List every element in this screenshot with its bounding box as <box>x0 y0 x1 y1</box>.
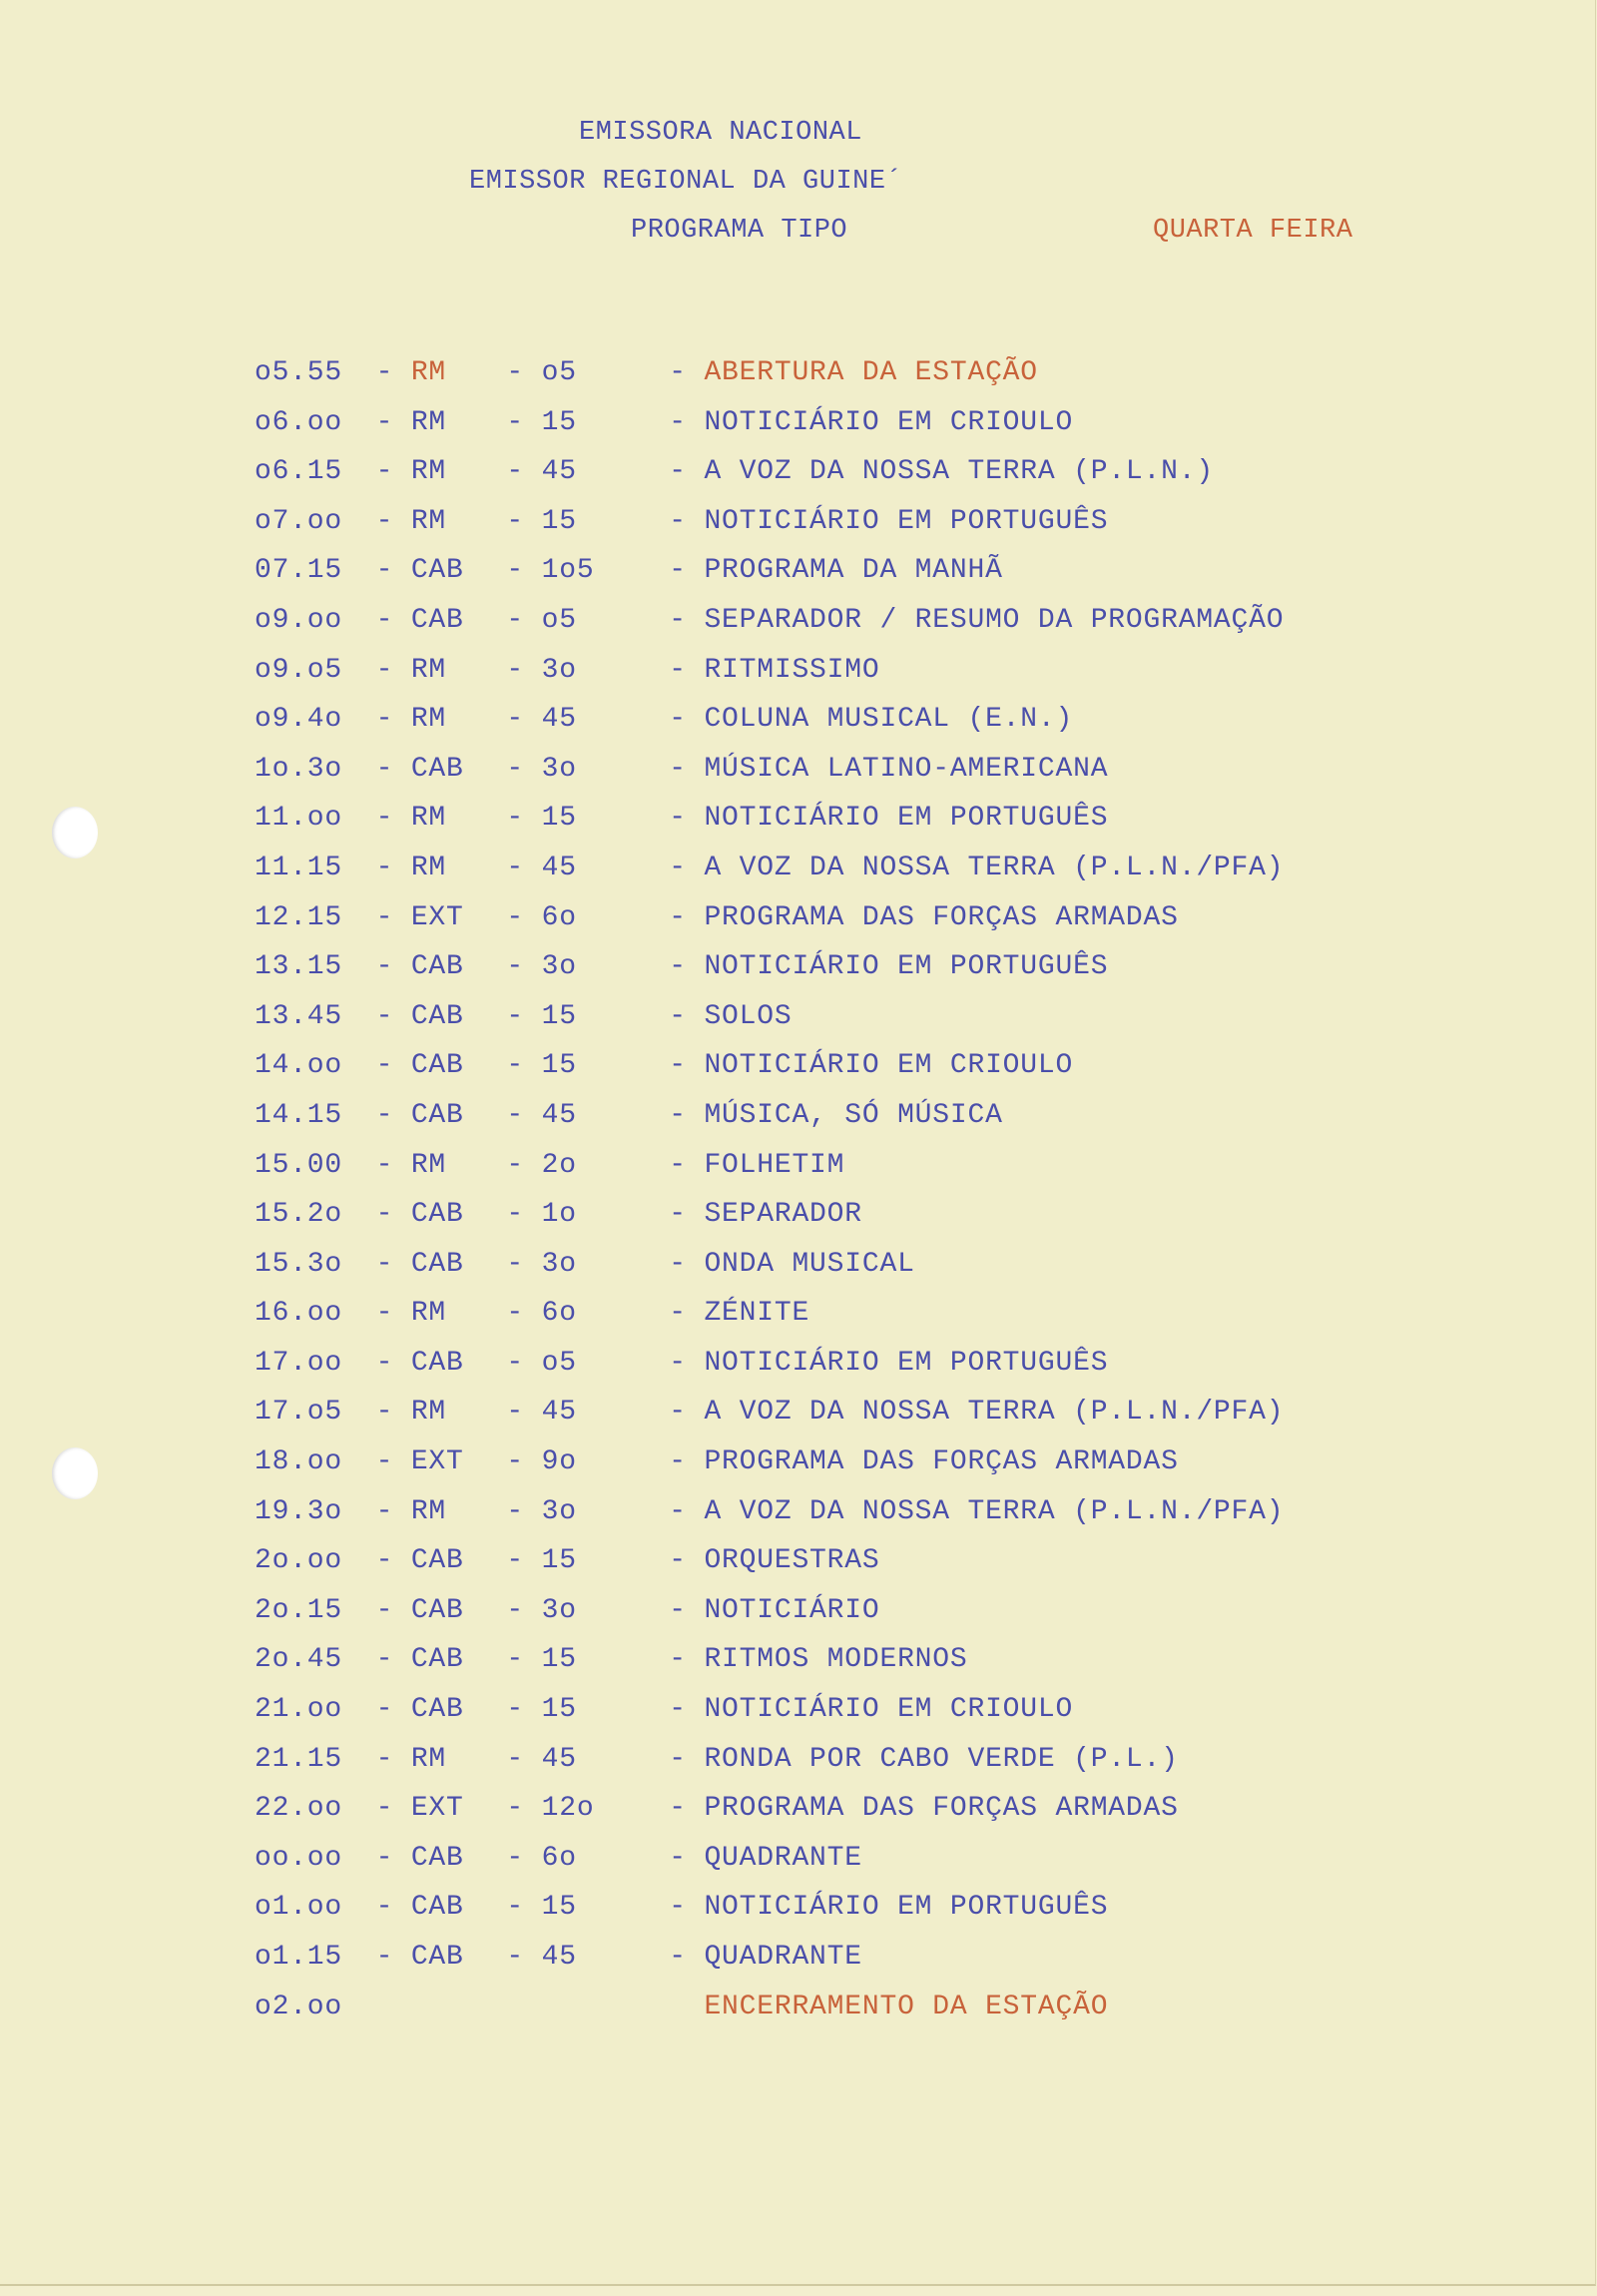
schedule-duration: 45 <box>541 1743 577 1775</box>
separator: - <box>488 505 542 537</box>
schedule-source: RM <box>410 357 447 388</box>
schedule-row <box>255 695 1284 745</box>
schedule-row <box>255 596 1284 646</box>
separator: - <box>651 901 705 933</box>
separator: - <box>651 1842 705 1874</box>
schedule-row <box>255 942 1284 992</box>
separator: - <box>358 406 411 438</box>
separator: - <box>651 1248 705 1280</box>
separator: - <box>651 1149 705 1181</box>
schedule-title: NOTICIÁRIO EM PORTUGUÊS <box>704 951 1109 983</box>
separator: - <box>488 1347 542 1379</box>
separator: - <box>358 1743 411 1775</box>
schedule-duration: 3o <box>541 753 577 785</box>
separator: - <box>651 1199 705 1231</box>
schedule-time: 19.3o <box>255 1495 343 1527</box>
schedule-title: COLUNA MUSICAL (E.N.) <box>704 704 1074 736</box>
schedule-source: CAB <box>410 1199 464 1231</box>
schedule-duration <box>542 1983 652 2032</box>
schedule-time: 13.15 <box>255 951 343 983</box>
separator: - <box>651 1942 705 1973</box>
schedule-row <box>255 1784 1284 1834</box>
schedule-title: QUADRANTE <box>704 1842 862 1874</box>
separator: - <box>358 1942 411 1973</box>
schedule-duration: 2o <box>541 1149 577 1181</box>
schedule-row <box>255 447 1284 497</box>
separator: - <box>488 753 542 785</box>
schedule-time: 22.oo <box>255 1793 343 1825</box>
schedule-duration: 3o <box>541 1495 577 1527</box>
separator: - <box>651 505 705 537</box>
schedule-title: NOTICIÁRIO EM PORTUGUÊS <box>704 1347 1109 1379</box>
schedule-row <box>255 1933 1284 1983</box>
separator: - <box>488 951 542 983</box>
schedule-row <box>255 1635 1284 1685</box>
separator: - <box>488 1099 542 1131</box>
separator: - <box>651 654 705 686</box>
schedule-row <box>255 497 1284 547</box>
schedule-duration: 45 <box>541 1397 577 1429</box>
separator: - <box>651 1050 705 1082</box>
schedule-title: PROGRAMA DAS FORÇAS ARMADAS <box>704 901 1179 933</box>
schedule-time: 07.15 <box>255 555 343 587</box>
separator: - <box>651 753 705 785</box>
separator: - <box>651 704 705 736</box>
separator: - <box>358 654 411 686</box>
schedule-time: 17.o5 <box>255 1397 343 1429</box>
separator: - <box>651 357 705 388</box>
separator <box>489 1983 542 2032</box>
schedule-duration: 45 <box>541 852 577 883</box>
schedule-time: 15.2o <box>255 1199 343 1231</box>
schedule-row <box>255 646 1284 696</box>
separator: - <box>358 555 411 587</box>
separator <box>358 1983 411 2032</box>
schedule-row <box>255 1536 1284 1586</box>
schedule-source: CAB <box>410 1050 464 1082</box>
schedule-duration: 1o <box>541 1199 577 1231</box>
separator: - <box>651 555 705 587</box>
schedule-row <box>255 1041 1284 1091</box>
schedule-duration: 3o <box>541 654 577 686</box>
separator: - <box>358 1694 411 1726</box>
schedule-source: RM <box>410 505 447 537</box>
schedule-source: CAB <box>410 1892 464 1924</box>
schedule-duration: 12o <box>541 1793 595 1825</box>
schedule-source: RM <box>410 852 447 883</box>
schedule-duration: 15 <box>541 505 577 537</box>
schedule-duration: 3o <box>541 1594 577 1626</box>
separator: - <box>488 1594 542 1626</box>
schedule-duration: 6o <box>541 1842 577 1874</box>
schedule-time: o6.oo <box>255 406 343 438</box>
schedule-row <box>255 1190 1284 1240</box>
schedule-title: A VOZ DA NOSSA TERRA (P.L.N./PFA) <box>704 1495 1285 1527</box>
schedule-duration: 6o <box>541 1298 577 1330</box>
separator: - <box>488 1397 542 1429</box>
schedule-source: RM <box>410 1743 447 1775</box>
separator: - <box>358 1793 411 1825</box>
schedule-source: CAB <box>410 555 464 587</box>
schedule-time: o7.oo <box>255 505 343 537</box>
schedule-time: oo.oo <box>255 1842 343 1874</box>
schedule-title: PROGRAMA DAS FORÇAS ARMADAS <box>704 1793 1179 1825</box>
schedule-source: CAB <box>410 1842 464 1874</box>
separator: - <box>358 1199 411 1231</box>
separator <box>652 1983 705 2032</box>
schedule-time: o9.oo <box>255 604 343 636</box>
schedule-source: RM <box>410 456 447 488</box>
separator: - <box>651 1446 705 1478</box>
schedule-source: RM <box>410 1149 447 1181</box>
schedule-duration: 15 <box>541 1644 577 1676</box>
schedule-row <box>255 546 1284 596</box>
schedule-title: PROGRAMA DAS FORÇAS ARMADAS <box>704 1446 1179 1478</box>
schedule-title: ORQUESTRAS <box>704 1545 880 1577</box>
schedule-row <box>255 1388 1284 1437</box>
separator: - <box>488 406 542 438</box>
schedule-source: CAB <box>410 1000 464 1032</box>
schedule-duration: 15 <box>541 406 577 438</box>
separator: - <box>651 951 705 983</box>
schedule-source: RM <box>410 704 447 736</box>
schedule-source <box>411 1983 489 2032</box>
schedule-duration: 1o5 <box>541 555 595 587</box>
station-name: EMISSORA NACIONAL <box>579 118 862 148</box>
schedule-row <box>255 1091 1284 1141</box>
schedule-row <box>255 1141 1284 1191</box>
separator: - <box>358 704 411 736</box>
schedule-time: o6.15 <box>255 456 343 488</box>
separator: - <box>488 456 542 488</box>
schedule-time: 2o.45 <box>255 1644 343 1676</box>
schedule-row <box>255 844 1284 893</box>
schedule-source: EXT <box>410 1793 464 1825</box>
separator: - <box>358 1248 411 1280</box>
schedule-row <box>255 893 1284 943</box>
separator: - <box>488 852 542 883</box>
schedule-source: RM <box>410 1397 447 1429</box>
schedule-duration: 45 <box>541 456 577 488</box>
schedule-duration: 45 <box>541 1099 577 1131</box>
document-title: PROGRAMA TIPO <box>631 216 848 246</box>
schedule-source: CAB <box>410 1099 464 1131</box>
separator: - <box>488 1842 542 1874</box>
schedule-time: 11.15 <box>255 852 343 883</box>
schedule-source: CAB <box>410 1594 464 1626</box>
schedule-title: SEPARADOR <box>704 1199 862 1231</box>
separator: - <box>358 803 411 835</box>
schedule-time: 14.15 <box>255 1099 343 1131</box>
schedule-source: CAB <box>410 1347 464 1379</box>
schedule-duration: o5 <box>541 604 577 636</box>
separator: - <box>358 1099 411 1131</box>
separator: - <box>651 1793 705 1825</box>
schedule-title: FOLHETIM <box>704 1149 845 1181</box>
separator: - <box>358 1644 411 1676</box>
separator: - <box>358 1000 411 1032</box>
separator: - <box>488 1942 542 1973</box>
separator: - <box>358 1298 411 1330</box>
schedule-row <box>255 1487 1284 1537</box>
separator: - <box>651 604 705 636</box>
schedule-row <box>255 1240 1284 1290</box>
separator: - <box>358 901 411 933</box>
schedule-title: ONDA MUSICAL <box>704 1248 915 1280</box>
separator: - <box>488 1446 542 1478</box>
schedule-title: A VOZ DA NOSSA TERRA (P.L.N./PFA) <box>704 852 1285 883</box>
schedule-duration: 15 <box>541 1892 577 1924</box>
separator: - <box>651 803 705 835</box>
schedule-title: ZÉNITE <box>704 1298 810 1330</box>
schedule-title: NOTICIÁRIO EM PORTUGUÊS <box>704 1892 1109 1924</box>
schedule-title: MÚSICA LATINO-AMERICANA <box>704 753 1109 785</box>
separator: - <box>358 1446 411 1478</box>
schedule-time: 15.00 <box>255 1149 343 1181</box>
schedule-time: 16.oo <box>255 1298 343 1330</box>
schedule-source: RM <box>410 654 447 686</box>
separator: - <box>488 1694 542 1726</box>
schedule-time: o5.55 <box>255 357 343 388</box>
schedule-duration: 3o <box>541 1248 577 1280</box>
separator: - <box>651 1397 705 1429</box>
schedule-title: SEPARADOR / RESUMO DA PROGRAMAÇÃO <box>704 604 1285 636</box>
schedule-time: o9.4o <box>255 704 343 736</box>
schedule-row <box>255 1983 1284 2032</box>
schedule-title: RITMISSIMO <box>704 654 880 686</box>
separator: - <box>488 1644 542 1676</box>
schedule-time: 2o.oo <box>255 1545 343 1577</box>
schedule-row <box>255 1685 1284 1735</box>
schedule-row <box>255 992 1284 1042</box>
separator: - <box>651 1298 705 1330</box>
separator: - <box>651 1545 705 1577</box>
schedule-duration: 6o <box>541 901 577 933</box>
schedule-source: CAB <box>410 1694 464 1726</box>
schedule-row <box>255 1883 1284 1933</box>
schedule-time: o9.o5 <box>255 654 343 686</box>
separator: - <box>358 1495 411 1527</box>
schedule-source: CAB <box>410 753 464 785</box>
schedule-title: ENCERRAMENTO DA ESTAÇÃO <box>704 1991 1109 2022</box>
schedule-time: 13.45 <box>255 1000 343 1032</box>
punch-hole <box>52 807 98 859</box>
separator: - <box>488 1199 542 1231</box>
separator: - <box>358 1397 411 1429</box>
separator: - <box>651 406 705 438</box>
schedule-duration: 15 <box>541 1050 577 1082</box>
separator: - <box>488 1248 542 1280</box>
schedule-time: 14.oo <box>255 1050 343 1082</box>
separator: - <box>488 803 542 835</box>
separator: - <box>358 951 411 983</box>
separator: - <box>488 1149 542 1181</box>
separator: - <box>488 1495 542 1527</box>
schedule-source: CAB <box>410 1942 464 1973</box>
separator: - <box>488 1050 542 1082</box>
separator: - <box>488 901 542 933</box>
schedule-time: 21.15 <box>255 1743 343 1775</box>
schedule-time: 17.oo <box>255 1347 343 1379</box>
separator: - <box>651 1644 705 1676</box>
separator: - <box>488 1000 542 1032</box>
schedule-source: RM <box>410 406 447 438</box>
schedule-row <box>255 1586 1284 1636</box>
separator: - <box>488 1793 542 1825</box>
schedule-duration: 15 <box>541 1694 577 1726</box>
schedule-row <box>255 398 1284 448</box>
schedule-title: NOTICIÁRIO EM CRIOULO <box>704 1694 1074 1726</box>
schedule-source: EXT <box>410 901 464 933</box>
schedule-title: PROGRAMA DA MANHÃ <box>704 555 1003 587</box>
separator: - <box>651 1743 705 1775</box>
schedule-duration: 45 <box>541 1942 577 1973</box>
separator: - <box>651 1099 705 1131</box>
separator: - <box>488 604 542 636</box>
schedule-source: RM <box>410 1495 447 1527</box>
schedule-source: EXT <box>410 1446 464 1478</box>
schedule-source: CAB <box>410 951 464 983</box>
schedule-title: SOLOS <box>704 1000 793 1032</box>
schedule-title: A VOZ DA NOSSA TERRA (P.L.N.) <box>704 456 1214 488</box>
schedule-title: NOTICIÁRIO EM CRIOULO <box>704 1050 1074 1082</box>
schedule-row <box>255 1834 1284 1884</box>
separator: - <box>358 1842 411 1874</box>
schedule-title: RONDA POR CABO VERDE (P.L.) <box>704 1743 1179 1775</box>
separator: - <box>358 505 411 537</box>
schedule-source: CAB <box>410 1644 464 1676</box>
schedule-duration: 15 <box>541 1545 577 1577</box>
schedule-time: 11.oo <box>255 803 343 835</box>
separator: - <box>358 357 411 388</box>
schedule-source: CAB <box>410 1545 464 1577</box>
separator: - <box>651 1694 705 1726</box>
schedule-title: MÚSICA, SÓ MÚSICA <box>704 1099 1003 1131</box>
separator: - <box>651 1495 705 1527</box>
schedule-time: 18.oo <box>255 1446 343 1478</box>
separator: - <box>358 1149 411 1181</box>
schedule-row <box>255 745 1284 795</box>
schedule-duration: o5 <box>541 357 577 388</box>
separator: - <box>358 1594 411 1626</box>
schedule-duration: 9o <box>541 1446 577 1478</box>
schedule-list <box>255 348 1284 2031</box>
schedule-title: NOTICIÁRIO EM CRIOULO <box>704 406 1074 438</box>
schedule-source: RM <box>410 1298 447 1330</box>
separator: - <box>488 704 542 736</box>
separator: - <box>651 1347 705 1379</box>
schedule-title: RITMOS MODERNOS <box>704 1644 968 1676</box>
separator: - <box>488 1298 542 1330</box>
punch-hole <box>52 1447 98 1499</box>
schedule-duration: 3o <box>541 951 577 983</box>
schedule-row <box>255 1735 1284 1785</box>
schedule-duration: 15 <box>541 803 577 835</box>
schedule-time: 1o.3o <box>255 753 343 785</box>
schedule-title: NOTICIÁRIO <box>704 1594 880 1626</box>
schedule-duration: o5 <box>541 1347 577 1379</box>
separator: - <box>358 753 411 785</box>
schedule-time: 15.3o <box>255 1248 343 1280</box>
schedule-time: 12.15 <box>255 901 343 933</box>
schedule-title: NOTICIÁRIO EM PORTUGUÊS <box>704 803 1109 835</box>
separator: - <box>358 1050 411 1082</box>
schedule-row <box>255 348 1284 398</box>
schedule-time: o1.15 <box>255 1942 343 1973</box>
separator: - <box>651 1594 705 1626</box>
schedule-row <box>255 1339 1284 1389</box>
schedule-title: NOTICIÁRIO EM PORTUGUÊS <box>704 505 1109 537</box>
separator: - <box>358 456 411 488</box>
separator: - <box>651 1000 705 1032</box>
separator: - <box>488 654 542 686</box>
schedule-time: o1.oo <box>255 1892 343 1924</box>
schedule-row <box>255 1289 1284 1339</box>
schedule-time: 21.oo <box>255 1694 343 1726</box>
separator: - <box>651 456 705 488</box>
separator: - <box>358 852 411 883</box>
schedule-source: RM <box>410 803 447 835</box>
separator: - <box>358 1545 411 1577</box>
separator: - <box>358 1892 411 1924</box>
regional-transmitter: EMISSOR REGIONAL DA GUINE´ <box>469 167 903 197</box>
schedule-duration: 15 <box>541 1000 577 1032</box>
schedule-time: 2o.15 <box>255 1594 343 1626</box>
separator: - <box>358 1347 411 1379</box>
schedule-title: QUADRANTE <box>704 1942 862 1973</box>
schedule-duration: 45 <box>541 704 577 736</box>
schedule-row <box>255 1437 1284 1487</box>
separator: - <box>488 1545 542 1577</box>
schedule-source: CAB <box>410 604 464 636</box>
separator: - <box>358 604 411 636</box>
schedule-title: A VOZ DA NOSSA TERRA (P.L.N./PFA) <box>704 1397 1285 1429</box>
separator: - <box>488 555 542 587</box>
separator: - <box>488 357 542 388</box>
separator: - <box>488 1743 542 1775</box>
schedule-row <box>255 794 1284 844</box>
separator: - <box>651 852 705 883</box>
separator: - <box>488 1892 542 1924</box>
schedule-title: ABERTURA DA ESTAÇÃO <box>704 357 1038 388</box>
schedule-time: o2.oo <box>255 1991 343 2022</box>
weekday: QUARTA FEIRA <box>1153 216 1353 246</box>
separator: - <box>651 1892 705 1924</box>
schedule-source: CAB <box>410 1248 464 1280</box>
